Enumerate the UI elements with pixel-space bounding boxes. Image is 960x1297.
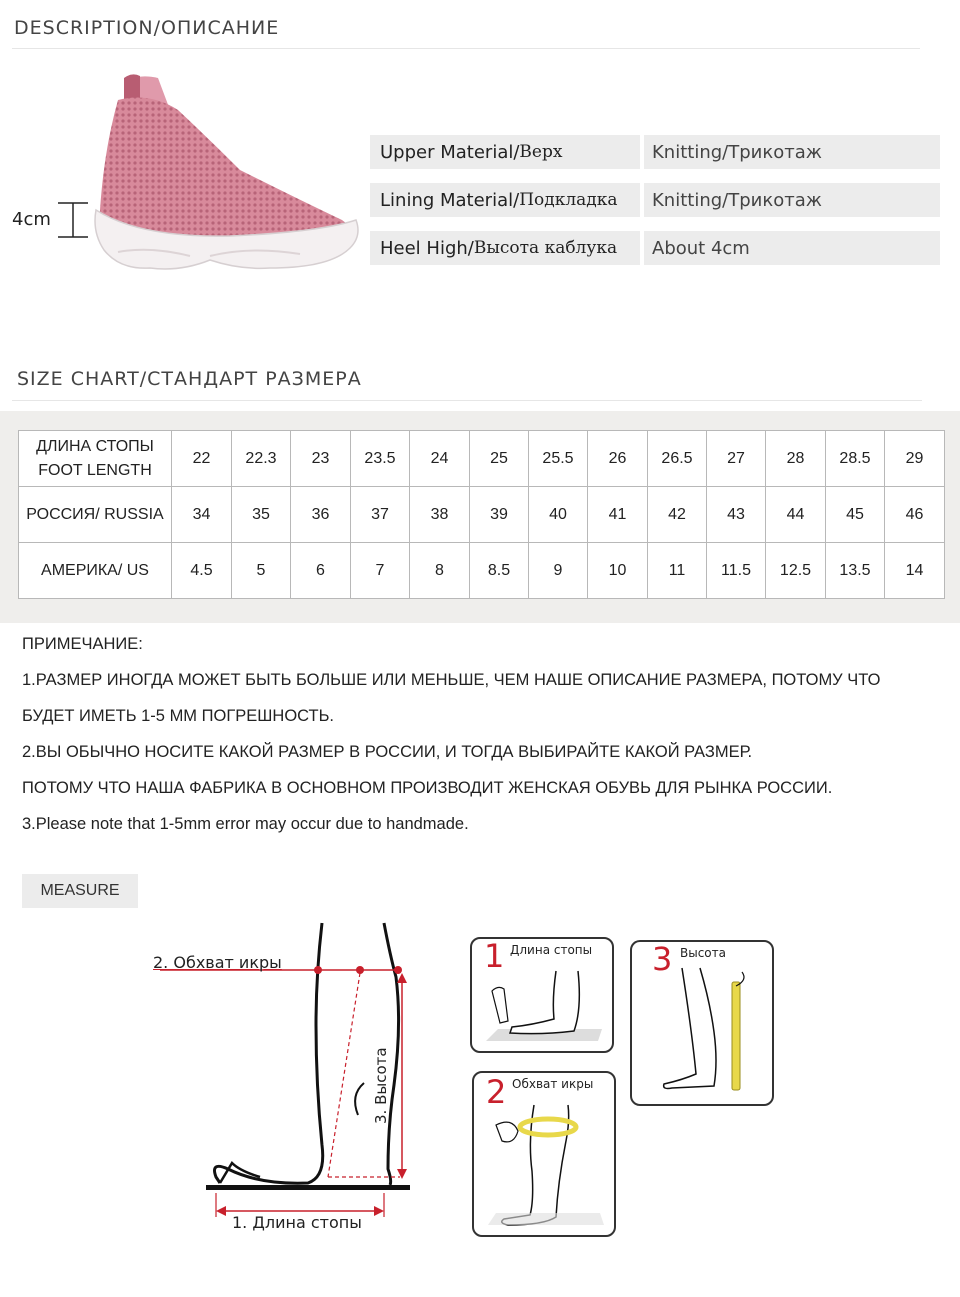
card-label: Высота	[680, 946, 726, 960]
size-cell: 35	[232, 487, 291, 543]
size-table-panel	[0, 411, 960, 623]
size-cell: 39	[470, 487, 529, 543]
size-cell: 4.5	[172, 543, 232, 599]
card-number: 3	[652, 940, 673, 978]
size-cell: 46	[885, 487, 945, 543]
size-row	[19, 431, 945, 487]
size-cell: 22	[172, 431, 232, 487]
size-cell: 22.3	[232, 431, 291, 487]
size-cell: 42	[648, 487, 707, 543]
card-number: 2	[486, 1073, 507, 1111]
size-cell: 8	[410, 543, 470, 599]
size-cell: 14	[885, 543, 945, 599]
size-cell: 37	[351, 487, 410, 543]
size-cell: 27	[707, 431, 766, 487]
spec-label-en: Heel High/	[380, 237, 474, 259]
length-label: 1. Длина стопы	[232, 1213, 362, 1232]
size-cell: 23	[291, 431, 351, 487]
calf-circumference-icon	[484, 1101, 608, 1233]
size-cell: 6	[291, 543, 351, 599]
size-cell: 29	[885, 431, 945, 487]
spec-label-ru: Верх	[519, 142, 563, 162]
size-cell: 45	[826, 487, 885, 543]
size-row-header-line: ДЛИНА СТОПЫ	[36, 437, 154, 455]
size-table	[18, 430, 945, 599]
size-row-header-line: FOOT LENGTH	[38, 461, 152, 479]
spec-value: Knitting/Трикотаж	[644, 183, 940, 217]
size-cell: 41	[588, 487, 648, 543]
spec-row-upper	[370, 135, 940, 169]
divider	[12, 400, 922, 401]
foot-length-icon	[482, 969, 606, 1049]
size-cell: 40	[529, 487, 588, 543]
height-mark-label: 4cm	[12, 209, 51, 230]
measure-tab: MEASURE	[22, 874, 138, 908]
note-line: 2.ВЫ ОБЫЧНО НОСИТЕ КАКОЙ РАЗМЕР В РОССИИ, И ТОГДА ВЫБИРАЙТЕ КАКОЙ РАЗМЕР.	[22, 743, 753, 761]
card-label: Обхват икры	[512, 1077, 594, 1091]
size-cell: 5	[232, 543, 291, 599]
size-cell: 13.5	[826, 543, 885, 599]
size-cell: 10	[588, 543, 648, 599]
notes-title: ПРИМЕЧАНИЕ:	[22, 635, 143, 653]
size-row-header	[19, 431, 172, 487]
size-cell: 34	[172, 487, 232, 543]
size-cell: 7	[351, 543, 410, 599]
size-row-header	[19, 487, 172, 543]
height-bracket-icon	[56, 200, 92, 240]
size-cell: 11.5	[707, 543, 766, 599]
note-line: ПОТОМУ ЧТО НАША ФАБРИКА В ОСНОВНОМ ПРОИЗВОДИТ ЖЕНСКАЯ ОБУВЬ ДЛЯ РЫНКА РОССИИ.	[22, 779, 833, 797]
shoe-image	[0, 70, 370, 280]
size-cell: 38	[410, 487, 470, 543]
size-row-header-line: АМЕРИКА/ US	[41, 561, 149, 579]
divider	[12, 48, 920, 49]
spec-row-heel	[370, 231, 940, 265]
size-cell: 44	[766, 487, 826, 543]
size-cell: 26.5	[648, 431, 707, 487]
height-label: 3. Высота	[372, 1047, 390, 1124]
size-cell: 24	[410, 431, 470, 487]
spec-row-lining	[370, 183, 940, 217]
leg-height-icon	[652, 962, 762, 1102]
spec-label-en: Upper Material/	[380, 141, 520, 163]
size-cell: 28	[766, 431, 826, 487]
size-row-header-line: РОССИЯ/ RUSSIA	[26, 505, 164, 523]
spec-label-ru: Подкладка	[519, 190, 618, 210]
size-cell: 43	[707, 487, 766, 543]
spec-label-en: Lining Material/	[380, 189, 520, 211]
card-label: Длина стопы	[510, 943, 593, 957]
size-cell: 36	[291, 487, 351, 543]
size-row	[19, 543, 945, 599]
spec-value: About 4cm	[644, 231, 940, 265]
spec-label-ru: Высота каблука	[473, 238, 618, 258]
size-cell: 12.5	[766, 543, 826, 599]
size-cell: 25.5	[529, 431, 588, 487]
note-line: 1.РАЗМЕР ИНОГДА МОЖЕТ БЫТЬ БОЛЬШЕ ИЛИ МЕНЬШЕ, ЧЕМ НАШЕ ОПИСАНИЕ РАЗМЕРА, ПОТОМУ ЧТО	[22, 671, 881, 689]
card-number: 1	[484, 937, 505, 975]
calf-label: 2. Обхват икры	[153, 953, 282, 972]
measure-card-height	[630, 940, 774, 1106]
size-cell: 25	[470, 431, 529, 487]
description-title: DESCRIPTION/ОПИСАНИЕ	[14, 17, 280, 39]
measure-card-calf	[472, 1071, 616, 1237]
size-cell: 11	[648, 543, 707, 599]
size-row	[19, 487, 945, 543]
measure-card-length	[470, 937, 614, 1053]
size-row-header	[19, 543, 172, 599]
note-line: БУДЕТ ИМЕТЬ 1-5 ММ ПОГРЕШНОСТЬ.	[22, 707, 335, 725]
size-cell: 8.5	[470, 543, 529, 599]
spec-value: Knitting/Трикотаж	[644, 135, 940, 169]
note-line: 3.Please note that 1-5mm error may occur due to handmade.	[22, 815, 469, 833]
size-chart-title: SIZE CHART/СТАНДАРТ РАЗМЕРА	[17, 368, 362, 390]
size-cell: 23.5	[351, 431, 410, 487]
size-cell: 28.5	[826, 431, 885, 487]
size-cell: 9	[529, 543, 588, 599]
size-cell: 26	[588, 431, 648, 487]
